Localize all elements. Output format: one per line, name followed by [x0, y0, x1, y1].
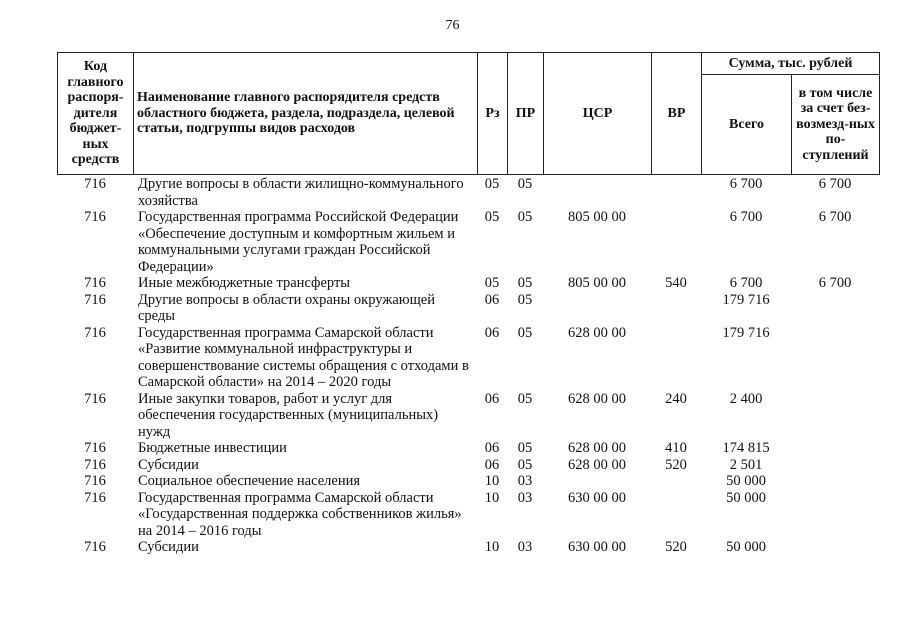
csr-cell — [543, 176, 651, 209]
total-cell: 2 501 — [729, 456, 763, 473]
rz-cell: 10 — [484, 489, 500, 506]
table-row — [57, 176, 879, 209]
total-cell: 50 000 — [726, 473, 766, 489]
total-cell: 50 000 — [726, 489, 766, 506]
total-cell: 174 815 — [722, 440, 770, 456]
table-header — [57, 52, 880, 175]
table-row — [57, 539, 879, 556]
code-cell: 716 — [84, 539, 106, 555]
budget-table — [57, 176, 879, 556]
name-cell: Социальное обеспечение населения — [138, 473, 361, 489]
pr-cell: 05 — [517, 390, 533, 407]
header-csr: ЦСР — [544, 53, 652, 175]
code-cell: 716 — [84, 440, 106, 456]
incl-cell — [791, 325, 879, 391]
incl-cell: 6 700 — [818, 176, 852, 192]
table-row — [57, 457, 879, 474]
vr-cell — [651, 292, 701, 325]
rz-cell: 10 — [484, 473, 500, 489]
rz-cell: 06 — [484, 440, 500, 456]
code-cell: 716 — [84, 456, 106, 473]
code-cell: 716 — [84, 390, 106, 407]
total-cell: 179 716 — [722, 291, 770, 308]
pr-cell: 05 — [517, 275, 533, 291]
csr-cell: 628 00 00 — [568, 440, 626, 456]
name-cell: Иные межбюджетные трансферты — [138, 275, 351, 291]
csr-cell: 805 00 00 — [568, 275, 626, 291]
pr-cell: 03 — [517, 489, 533, 506]
total-cell: 2 400 — [729, 390, 763, 407]
name-cell: Государственная программа Самарской области «Государственная поддержка собственников жилья» на 2014 – 2016 годы — [138, 489, 462, 539]
header-incl: в том числе за счет без-возмезд-ных по-ступлений — [792, 75, 880, 175]
pr-cell: 05 — [517, 209, 533, 225]
pr-cell: 03 — [517, 539, 533, 555]
incl-cell — [791, 490, 879, 540]
vr-cell: 240 — [665, 390, 687, 407]
incl-cell — [791, 292, 879, 325]
header-name: Наименование главного распорядителя средств областного бюджета, раздела, подраздела, целевой статьи, подгруппы видов расходов — [134, 53, 478, 175]
total-cell: 6 700 — [729, 209, 763, 225]
incl-cell: 6 700 — [818, 275, 852, 291]
code-cell: 716 — [84, 176, 106, 192]
vr-cell — [651, 490, 701, 540]
header-total: Всего — [702, 75, 792, 175]
pr-cell: 05 — [517, 456, 533, 473]
table-row — [57, 473, 879, 490]
csr-cell — [543, 473, 651, 490]
header-code: Код главного распоря-дителя бюджет-ных средств — [58, 53, 134, 175]
code-cell: 716 — [84, 291, 106, 308]
pr-cell: 05 — [517, 324, 533, 341]
header-pr: ПР — [508, 53, 544, 175]
incl-cell — [791, 391, 879, 441]
vr-cell — [651, 473, 701, 490]
pr-cell: 05 — [517, 440, 533, 456]
table-row — [57, 490, 879, 540]
pr-cell: 05 — [517, 176, 533, 192]
rz-cell: 05 — [484, 209, 500, 225]
name-cell: Другие вопросы в области жилищно-коммунального хозяйства — [138, 176, 464, 209]
rz-cell: 05 — [484, 275, 500, 291]
rz-cell: 05 — [484, 176, 500, 192]
table-row — [57, 391, 879, 441]
code-cell: 716 — [84, 275, 106, 291]
name-cell: Государственная программа Российской Федерации «Обеспечение доступным и комфортным жильем и коммунальными услугами граждан Российской Федерации» — [138, 209, 459, 275]
name-cell: Бюджетные инвестиции — [138, 440, 287, 456]
header-vr: ВР — [652, 53, 702, 175]
vr-cell: 410 — [665, 440, 687, 456]
total-cell: 179 716 — [722, 324, 770, 341]
page-number: 76 — [445, 18, 460, 33]
code-cell: 716 — [84, 489, 106, 506]
header-sum: Сумма, тыс. рублей — [702, 53, 880, 75]
csr-cell — [543, 292, 651, 325]
vr-cell: 520 — [665, 539, 687, 555]
rz-cell: 06 — [484, 390, 500, 407]
rz-cell: 06 — [484, 456, 500, 473]
csr-cell: 630 00 00 — [568, 539, 626, 555]
table-row — [57, 440, 879, 457]
code-cell: 716 — [84, 473, 106, 489]
incl-cell — [791, 539, 879, 556]
table-row — [57, 292, 879, 325]
name-cell: Субсидии — [138, 456, 199, 473]
rz-cell: 06 — [484, 291, 500, 308]
csr-cell: 628 00 00 — [568, 324, 626, 341]
pr-cell: 03 — [517, 473, 533, 489]
incl-cell: 6 700 — [818, 209, 852, 225]
vr-cell — [651, 209, 701, 275]
vr-cell — [651, 176, 701, 209]
csr-cell: 628 00 00 — [568, 390, 626, 407]
csr-cell: 630 00 00 — [568, 489, 626, 506]
name-cell: Субсидии — [138, 539, 199, 555]
vr-cell: 540 — [665, 275, 687, 291]
incl-cell — [791, 473, 879, 490]
total-cell: 50 000 — [726, 539, 766, 555]
total-cell: 6 700 — [729, 275, 763, 291]
vr-cell: 520 — [665, 456, 687, 473]
csr-cell: 805 00 00 — [568, 209, 626, 225]
table-row — [57, 209, 879, 275]
table-row — [57, 325, 879, 391]
total-cell: 6 700 — [729, 176, 763, 192]
pr-cell: 05 — [517, 291, 533, 308]
incl-cell — [791, 457, 879, 474]
code-cell: 716 — [84, 324, 106, 341]
code-cell: 716 — [84, 209, 106, 225]
rz-cell: 10 — [484, 539, 500, 555]
rz-cell: 06 — [484, 324, 500, 341]
name-cell: Государственная программа Самарской области «Развитие коммунальной инфраструктуры и совершенствование системы обращения с отходами в Самарской области» на 2014 – 2020 годы — [138, 324, 469, 390]
csr-cell: 628 00 00 — [568, 456, 626, 473]
name-cell: Другие вопросы в области охраны окружающей среды — [138, 291, 435, 324]
table-row — [57, 275, 879, 292]
name-cell: Иные закупки товаров, работ и услуг для обеспечения государственных (муниципальных) нужд — [138, 390, 439, 440]
vr-cell — [651, 325, 701, 391]
header-rz: Рз — [478, 53, 508, 175]
incl-cell — [791, 440, 879, 457]
